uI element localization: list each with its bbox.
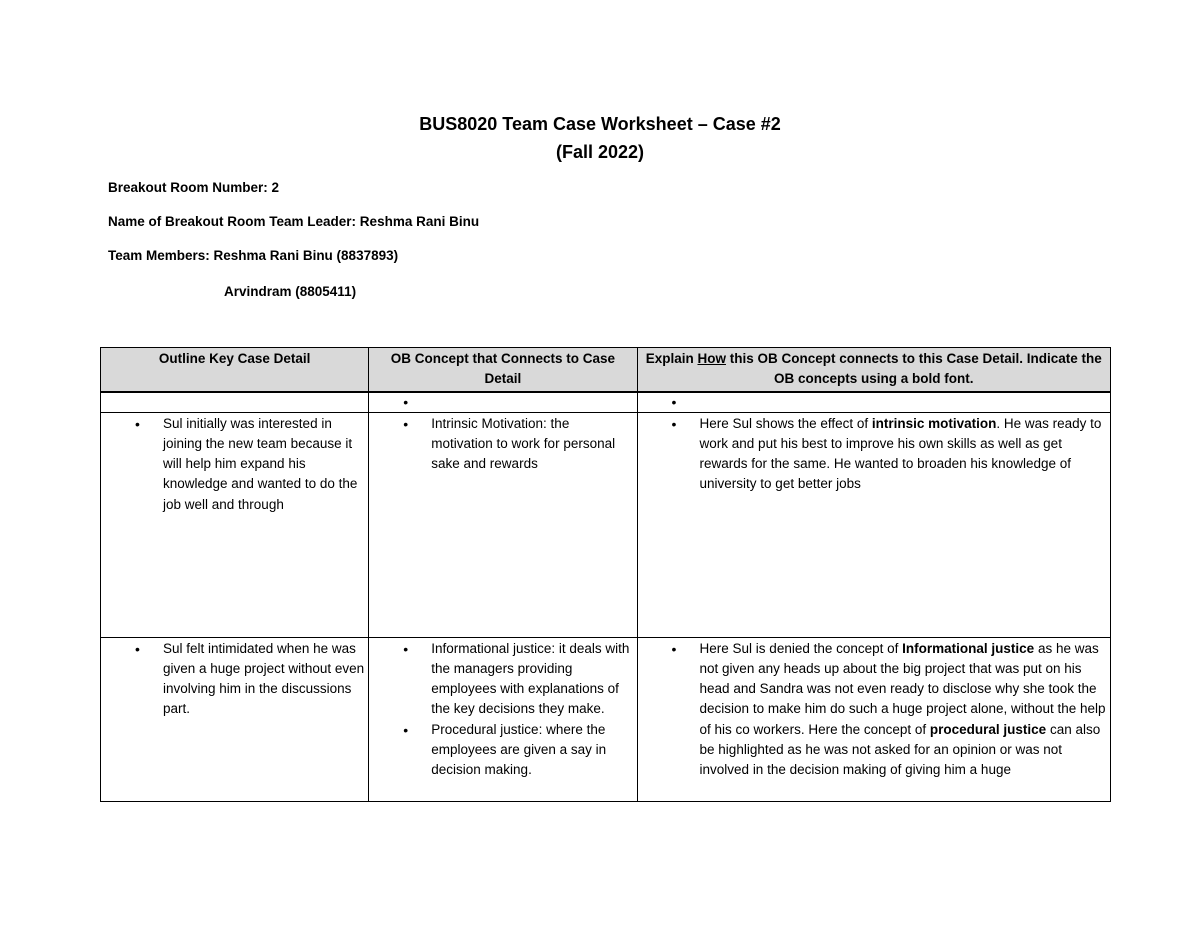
team-leader: Name of Breakout Room Team Leader: Reshma Rani Binu [108, 214, 480, 229]
header-key-case-detail: Outline Key Case Detail [101, 348, 369, 392]
table-row [101, 412, 1111, 637]
worksheet-term: (Fall 2022) [555, 142, 645, 162]
table-row-blank [101, 392, 1111, 413]
ob-concept-text: • Informational justice: it deals with the managers providing employees with explanations of the key decisions they make. [369, 639, 632, 720]
explanation-cell [637, 412, 1110, 637]
case-detail-text: • Sul initially was interested in joining the new team because it will help him expand his knowledge and wanted to do the job well and through [101, 414, 364, 515]
bullet-icon [638, 393, 1110, 412]
case-worksheet-table [100, 347, 1111, 802]
team-members: Team Members: Reshma Rani Binu (8837893) [108, 248, 399, 263]
breakout-room-number: Breakout Room Number: 2 [108, 180, 280, 195]
header-explain: Explain How this OB Concept connects to this Case Detail. Indicate the OB concepts using a bold font. [637, 348, 1110, 392]
worksheet-title: BUS8020 Team Case Worksheet – Case #2 [419, 114, 781, 134]
ob-concept-cell [369, 637, 637, 801]
header-ob-concept: OB Concept that Connects to Case Detail [369, 348, 637, 392]
team-member-second: Arvindram (8805411) [224, 284, 357, 299]
bold-concept: Informational justice [902, 640, 1035, 656]
blank-cell [369, 392, 637, 413]
bold-concept: intrinsic motivation [871, 415, 997, 431]
ob-concept-text: • Procedural justice: where the employees are given a say in decision making. [369, 720, 632, 781]
how-underlined: How [697, 351, 726, 366]
blank-cell [637, 392, 1110, 413]
table-row [101, 637, 1111, 801]
ob-concept-text: • Intrinsic Motivation: the motivation to work for personal sake and rewards [369, 414, 632, 475]
case-detail-cell [101, 637, 369, 801]
explanation-cell [637, 637, 1110, 801]
bold-concept: procedural justice [929, 721, 1047, 737]
blank-cell [101, 392, 369, 413]
explanation-text: • Here Sul is denied the concept of Informational justice as he was not given any heads up about the big project that was put on his head and Sandra was not even ready to disclose why she took the decision to make him do such a huge project alone, without the help of his co workers. Here the concept of procedural justice can also be highlighted as he was not asked for an opinion or was not involved in the decision making of giving him a huge [638, 639, 1106, 781]
case-detail-cell [101, 412, 369, 637]
explanation-text: • Here Sul shows the effect of intrinsic motivation. He was ready to work and put his best to improve his own skills as well as get rewards for the same. He wanted to broaden his knowledge of university to get better jobs [638, 414, 1106, 495]
ob-concept-cell [369, 412, 637, 637]
case-detail-text: • Sul felt intimidated when he was given a huge project without even involving him in the discussions part. [101, 639, 364, 720]
table-header-row [101, 348, 1111, 392]
bullet-icon [369, 393, 636, 412]
